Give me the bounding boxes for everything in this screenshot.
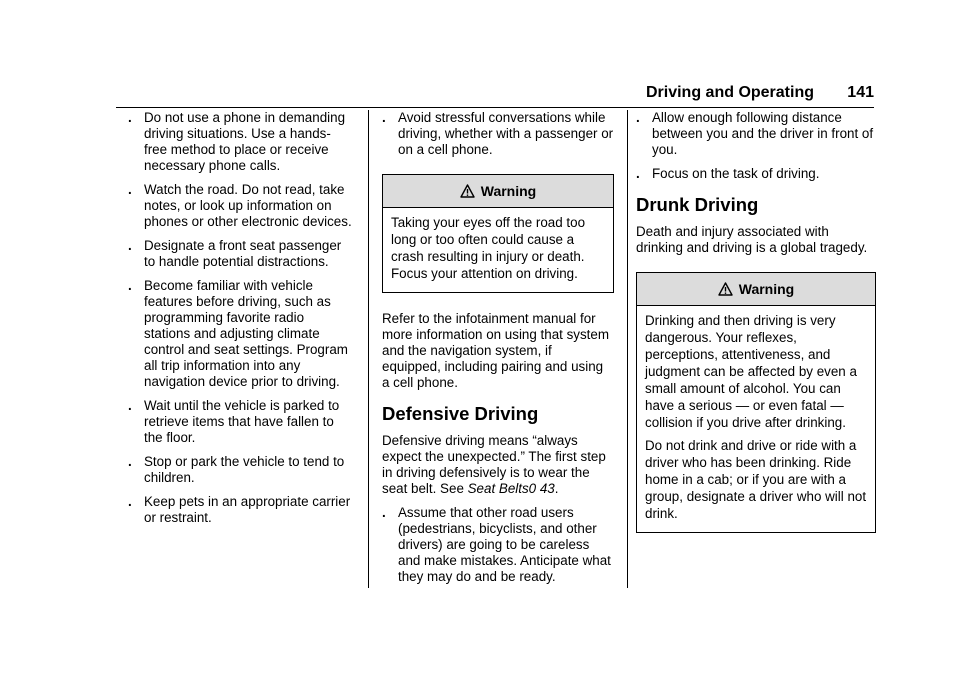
warning-header (637, 273, 875, 306)
column-divider-2 (627, 110, 628, 588)
warning-title: Warning (738, 281, 795, 297)
warning-box (382, 174, 614, 293)
warning-triangle-icon (460, 184, 475, 198)
warning-header (383, 175, 613, 208)
list-item: . Stop or park the vehicle to tend to children. (128, 454, 345, 485)
drunk-driving-intro: Death and injury associated with drinking and driving is a global tragedy. (636, 224, 868, 255)
bullet-list (636, 110, 876, 182)
list-item: . Wait until the vehicle is parked to retrieve items that have fallen to the floor. (128, 398, 340, 445)
list-item: . Focus on the task of driving. (636, 166, 820, 181)
list-item: . Allow enough following distance between you and the driver in front of you. (636, 110, 874, 157)
list-item: . Avoid stressful conversations while driving, whether with a passenger or on a cell phone. (382, 110, 614, 157)
column-divider-1 (368, 110, 369, 588)
list-item: . Assume that other road users (pedestrians, bicyclists, and other drivers) are going to be careless and make mistakes. Anticipate what they may do and be ready. (382, 505, 611, 584)
infotainment-paragraph: Refer to the infotainment manual for more information on using that system and the navigation system, if equipped, including pairing and using a cell phone. (382, 311, 610, 390)
list-item: . Do not use a phone in demanding driving situations. Use a hands-free method to place or receive necessary phone calls. (128, 110, 346, 173)
warning-text: Taking your eyes off the road too long or too often could cause a crash resulting in injury or death. Focus your attention on driving. (391, 215, 586, 281)
warning-body (383, 208, 613, 292)
column-1 (128, 110, 353, 534)
warning-text: Do not drink and drive or ride with a driver who has been drinking. Ride home in a cab; or if you are with a group, designate a driver who will not drink. (645, 438, 867, 521)
section-title-drunk-driving: Drunk Driving (636, 194, 759, 215)
list-item: . Become familiar with vehicle features before driving, such as programming favorite radio stations and adjusting climate control and seat settings. Program all trip information into any navigation device prior to driving. (128, 278, 348, 389)
list-item: . Watch the road. Do not read, take notes, or look up information on phones or other electronic devices. (128, 182, 352, 229)
seat-belts-page-link[interactable]: 43 (539, 481, 555, 496)
bullet-list (128, 110, 353, 526)
column-3 (636, 110, 876, 551)
list-item: . Keep pets in an appropriate carrier or restraint. (128, 494, 351, 525)
page-header (116, 84, 874, 108)
warning-triangle-icon (718, 282, 733, 296)
bullet-list (382, 110, 614, 158)
page-number: 141 (847, 84, 874, 101)
warning-box (636, 272, 876, 533)
warning-title: Warning (480, 183, 537, 199)
section-title-defensive-driving: Defensive Driving (382, 403, 539, 424)
column-2 (382, 110, 614, 593)
page-reference-arrow-icon: 0 (528, 481, 537, 496)
bullet-list (382, 505, 614, 585)
seat-belts-link[interactable]: Seat Belts (467, 481, 529, 496)
warning-text: Drinking and then driving is very dangerous. Your reflexes, perceptions, attentiveness, and judgment can be affected by even a small amount of alcohol. You can have a serious — or even fatal — collision if you drive after drinking. (645, 313, 857, 430)
defensive-driving-paragraph: Defensive driving means “always expect the unexpected.” The first step in driving defensively is to wear the seat belt. See Seat Belts0 43. (382, 433, 606, 496)
warning-body (637, 306, 875, 532)
chapter-title: Driving and Operating (645, 84, 814, 101)
list-item: . Designate a front seat passenger to handle potential distractions. (128, 238, 342, 269)
